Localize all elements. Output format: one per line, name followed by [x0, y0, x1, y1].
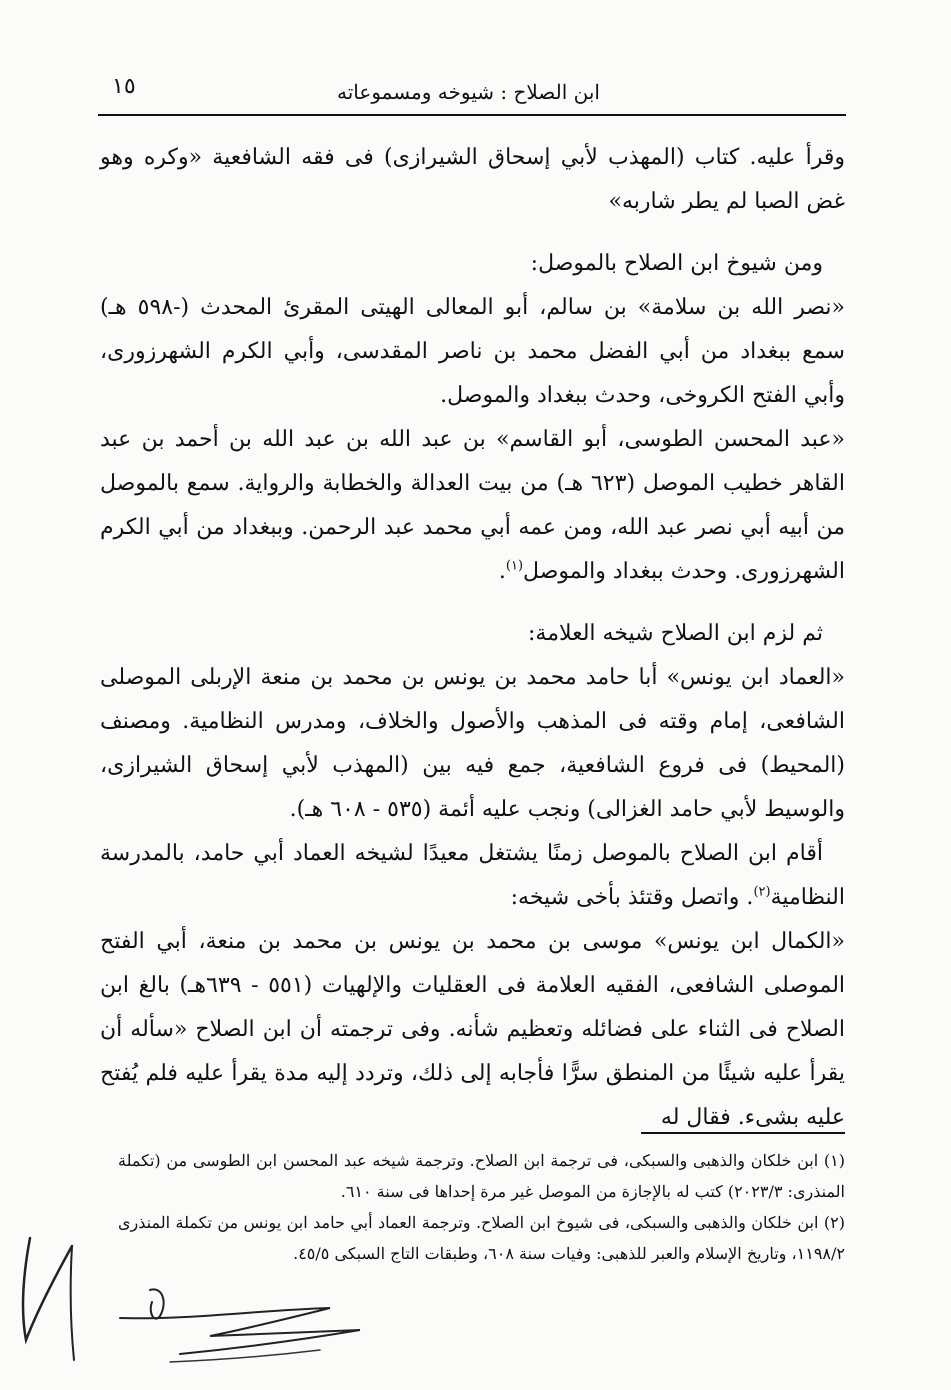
footnote: (١) ابن خلكان والذهبى والسبكى، فى ترجمة ابن الصلاح. وترجمة شيخه عبد المحسن ابن الطوسى من (تكملة المنذرى: ٢٠٢٣/٣) كتب له بالإجازة من الموصل غير مرة إحداها فى سنة ٦١٠.: [118, 1151, 845, 1201]
footnote-mark: (١): [505, 558, 524, 574]
paragraph: «عبد المحسن الطوسى، أبو القاسم» بن عبد الله بن عبد الله بن أحمد بن عبد القاهر خطيب الموصل (٦٢٣ هـ) من بيت العدالة والخطابة والرواية. سمع بالموصل من أبيه أبي نصر عبد الله، ومن عمه أبي محمد عبد الرحمن. وببغداد من أبي الكرم الشهرزورى. وحدث ببغداد والموصل$^{(١)}$.: [100, 427, 845, 584]
footnote: (٢) ابن خلكان والذهبى والسبكى، فى شيوخ ابن الصلاح. وترجمة العماد أبي حامد ابن يونس من تكملة المنذرى ١١٩٨/٢، وتاريخ الإسلام والعبر للذهبى: وفيات سنة ٦٠٨، وطبقات التاج السبكى ٤٥/٥.: [118, 1213, 845, 1263]
footnote-rule: [641, 1132, 845, 1134]
paragraph-text: واتصل وقتئذ بأخى شيخه:: [510, 885, 740, 910]
handwritten-scribble: [0, 1190, 420, 1390]
paragraph: «الكمال ابن يونس» موسى بن محمد بن يونس بن محمد بن منعة، أبي الفتح الموصلى الشافعى، الفقيه العلامة فى العقليات والإلهيات (٥٥١ - ٦٣٩هـ) بالغ ابن الصلاح فى الثناء على فضائله وتعظيم شأنه. وفى ترجمته أن ابن الصلاح «سأله أن يقرأ عليه شيئًا من المنطق سرًّا فأجابه إلى ذلك، وتردد إليه مدة يقرأ عليه فلم يُفتح عليه بشىء. فقال له: [100, 929, 846, 1130]
running-header: [100, 72, 845, 112]
paragraph-text: أقام ابن الصلاح بالموصل زمنًا يشتغل معيدًا لشيخه العماد أبي حامد، بالمدرسة النظامية: [100, 841, 845, 910]
running-title: ابن الصلاح : شيوخه ومسموعاته: [337, 80, 600, 104]
paragraph: وقرأ عليه. كتاب (المهذب لأبي إسحاق الشيرازى) فى فقه الشافعية «وكره وهو غض الصبا لم يطر شاربه»: [100, 145, 845, 214]
paragraph: «نصر الله بن سلامة» بن سالم، أبو المعالى الهيتى المقرئ المحدث (-٥٩٨ هـ) سمع ببغداد من أبي الفضل محمد بن ناصر المقدسى، وأبي الكرم الشهرزورى، وأبي الفتح الكروخى، وحدث ببغداد والموصل.: [100, 295, 846, 408]
header-rule: [98, 114, 846, 116]
paragraph: «العماد ابن يونس» أبا حامد محمد بن يونس بن محمد بن منعة الإربلى الموصلى الشافعى، إمام وقته فى المذهب والأصول والخلاف، ومدرس النظامية. ومصنف (المحيط) فى فروع الشافعية، جمع فيه بين (المهذب لأبي إسحاق الشيرازى، والوسيط لأبي حامد الغزالى) ونجب عليه أئمة (٥٣٥ - ٦٠٨ هـ).: [100, 665, 845, 822]
page-number: ١٥: [112, 74, 136, 99]
footnote-mark: (٢): [753, 884, 771, 900]
section-lead: ثم لزم ابن الصلاح شيخه العلامة:: [527, 621, 823, 646]
section-lead: ومن شيوخ ابن الصلاح بالموصل:: [530, 251, 823, 276]
paragraph-text: «عبد المحسن الطوسى، أبو القاسم» بن عبد الله بن عبد الله بن أحمد بن عبد القاهر خطيب الموصل (٦٢٣ هـ) من بيت العدالة والخطابة والرواية. سمع بالموصل من أبيه أبي نصر عبد الله، ومن عمه أبي محمد عبد الرحمن. وببغداد من أبي الكرم الشهرزورى. وحدث ببغداد والموصل: [100, 427, 845, 584]
paragraph: أقام ابن الصلاح بالموصل زمنًا يشتغل معيدًا لشيخه العماد أبي حامد، بالمدرسة النظامية$^{(٢)}$. واتصل وقتئذ بأخى شيخه:: [100, 841, 845, 910]
body-text: [100, 136, 846, 1130]
